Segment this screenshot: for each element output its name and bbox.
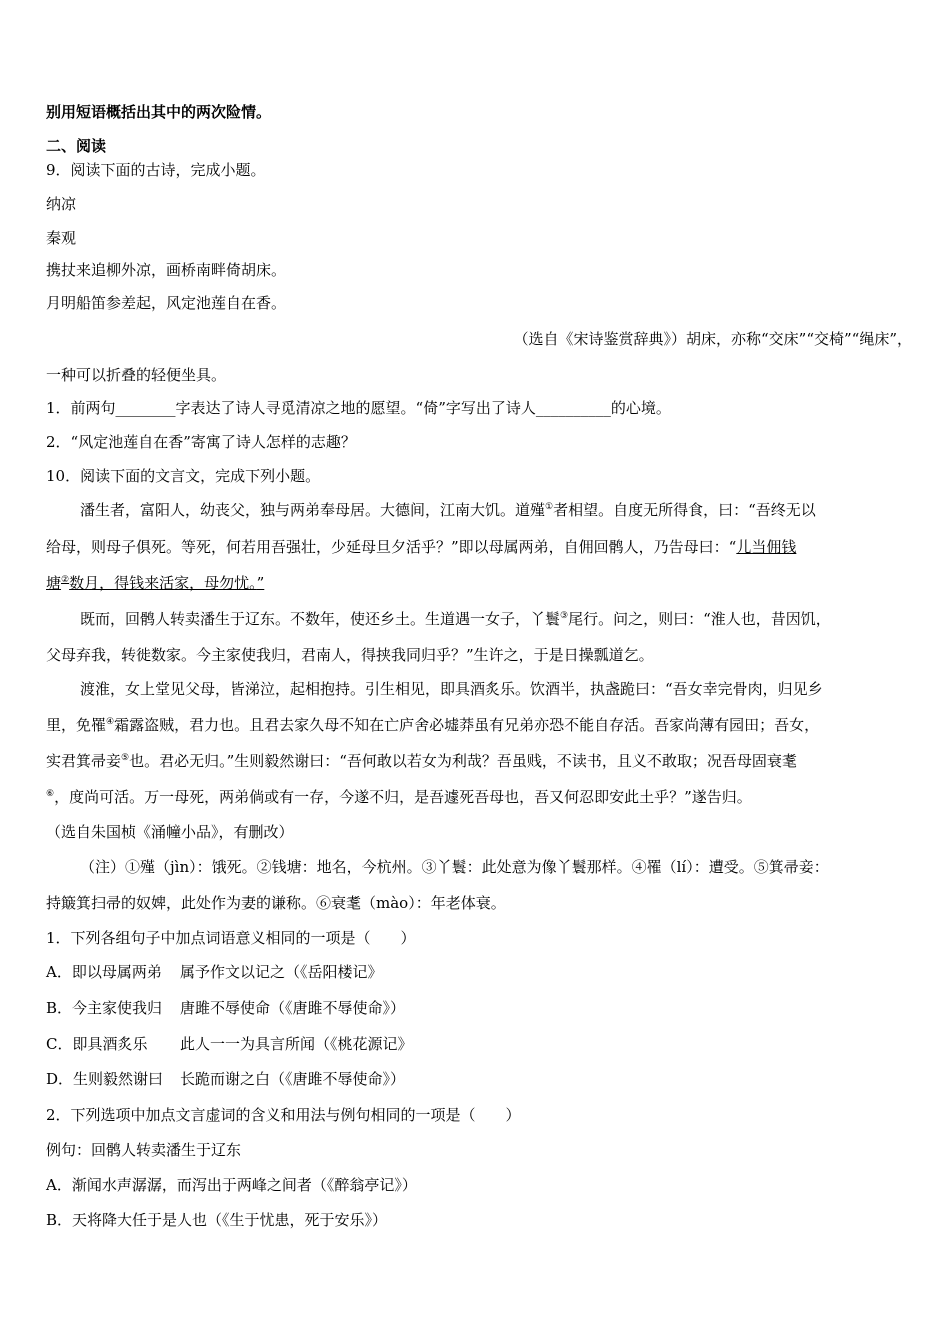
footnote-marker: ⑥ bbox=[46, 789, 55, 799]
section-heading: 二、阅读 bbox=[46, 137, 107, 155]
question-10-sub-2-stem: 2．下列选项中加点文言虚词的含义和用法与例句相同的一项是（ ） bbox=[46, 1106, 521, 1124]
passage-p3-line3 bbox=[46, 751, 797, 771]
question-10-sub-1-stem: 1．下列各组句子中加点词语意义相同的一项是（ ） bbox=[46, 929, 416, 947]
option-compare: 此人一一为具言所闻（《桃花源记》 bbox=[180, 1035, 413, 1053]
annotation-line-1: （注）①殣（jìn）：饿死。②钱塘：地名，今杭州。③丫鬟：此处意为像丫鬟那样。④罹（lí）：遭受。⑤箕帚妾： bbox=[80, 858, 829, 876]
passage-p3-line2 bbox=[46, 715, 819, 735]
passage-text: 也。君必无归。”生则毅然谢曰：“吾何敢以若女为利哉？吾虽贱，不读书，且义不敢取；况吾母固衰耄 bbox=[129, 752, 797, 770]
passage-text: 尾行。问之，则曰：“淮人也，昔因饥， bbox=[568, 610, 831, 628]
passage-text: 里，免罹 bbox=[46, 716, 107, 734]
question-10-stem: 10．阅读下面的文言文，完成下列小题。 bbox=[46, 467, 321, 485]
example-sentence: 例句：回鹘人转卖潘生于辽东 bbox=[46, 1141, 242, 1159]
question-9-sub-1: 1．前两句________字表达了诗人寻觅清凉之地的愿望。“倚”字写出了诗人__________的心境。 bbox=[46, 399, 671, 417]
passage-p1-line1 bbox=[80, 500, 816, 520]
poem-line-1: 携扙来追柳外凉，画桥南畔倚胡床。 bbox=[46, 261, 287, 279]
passage-text: 潘生者，富阳人，幼丧父，独与两弟奉母居。大德间，江南大饥。道殣 bbox=[80, 501, 546, 519]
poem-author: 秦观 bbox=[46, 229, 77, 247]
question-9-stem: 9．阅读下面的古诗，完成小题。 bbox=[46, 161, 266, 179]
underlined-sentence: 数月，得钱来活家，母勿忧。 bbox=[69, 574, 257, 592]
passage-source: （选自朱国桢《涌幢小品》，有删改） bbox=[46, 823, 294, 841]
option-compare: 长跪而谢之白（《唐雎不辱使命》） bbox=[180, 1070, 406, 1088]
passage-p1-line2 bbox=[46, 537, 796, 557]
passage-text: 者相望。自度无所得食，曰：“吾终无以 bbox=[553, 501, 816, 519]
passage-p3-line4 bbox=[46, 787, 752, 807]
footnote-marker: ② bbox=[61, 575, 70, 585]
underlined-sentence: 儿当佣钱 bbox=[736, 538, 797, 556]
poem-title: 纳凉 bbox=[46, 195, 77, 213]
option-label: D．生则毅然谢曰 bbox=[46, 1070, 164, 1088]
passage-text: 既而，回鹘人转卖潘生于辽东。不数年，使还乡土。生道遇一女子，丫鬟 bbox=[80, 610, 561, 628]
footnote-marker: ⑤ bbox=[121, 753, 130, 763]
passage-text: ” bbox=[256, 574, 265, 592]
underlined-sentence: 塘 bbox=[46, 574, 62, 592]
option-d bbox=[46, 1069, 405, 1089]
question-9-sub-2: 2．“风定池莲自在香”寄寓了诗人怎样的志趣？ bbox=[46, 433, 356, 451]
passage-p2-line1 bbox=[80, 609, 831, 629]
option-label: A．即以母属两弟 bbox=[46, 963, 162, 981]
footnote-marker: ④ bbox=[106, 717, 115, 727]
passage-p3-line1: 渡淮，女上堂见父母，皆涕泣，起相抱持。引生相见，即具酒炙乐。饮酒半，执盏跪曰：“吾女幸完骨肉，归见乡 bbox=[80, 680, 823, 698]
option-a bbox=[46, 962, 383, 982]
poem-source-note: （选自《宋诗鉴赏辞典》）胡床，亦称“交床”“交椅”“绳床”， bbox=[513, 330, 912, 348]
footnote-marker: ① bbox=[545, 502, 554, 512]
option-compare: 唐雎不辱使命（《唐雎不辱使命》） bbox=[180, 999, 406, 1017]
option-c bbox=[46, 1034, 413, 1054]
passage-text: ，度尚可活。万一母死，两弟倘或有一存，今遂不归，是吾遽死吾母也，吾又何忍即安此土乎？”遂告归。 bbox=[54, 788, 752, 806]
footnote-marker: ③ bbox=[560, 611, 569, 621]
intro-line: 别用短语概括出其中的两次险情。 bbox=[46, 103, 272, 121]
annotation-line-2: 持簸箕扫帚的奴婢，此处作为妻的谦称。⑥衰耄（mào）：年老体衰。 bbox=[46, 894, 506, 912]
passage-p1-line3 bbox=[46, 573, 264, 593]
poem-source-note-cont: 一种可以折叠的轻便坐具。 bbox=[46, 366, 227, 384]
passage-text: 霜露盗贼，君力也。且君去家久母不知在亡庐舍必墟莽虽有兄弟亦恐不能自存活。吾家尚薄有园田；吾女， bbox=[114, 716, 820, 734]
poem-line-2: 月明船笛参差起，风定池莲自在香。 bbox=[46, 294, 287, 312]
option-b bbox=[46, 998, 405, 1018]
passage-text: 实君箕帚妾 bbox=[46, 752, 122, 770]
passage-p2-line2: 父母弃我，转徙数家。今主家使我归，君南人，得挟我同归乎？”生许之，于是日操瓢道乞。 bbox=[46, 646, 654, 664]
option-label: C．即具酒炙乐 bbox=[46, 1035, 148, 1053]
passage-text: 给母，则母子俱死。等死，何若用吾强壮，少延母旦夕活乎？”即以母属两弟，自佣回鹘人，乃告母曰：“ bbox=[46, 538, 737, 556]
option-compare: 属予作文以记之（《岳阳楼记》 bbox=[180, 963, 383, 981]
option-label: B．今主家使我归 bbox=[46, 999, 163, 1017]
option-a: A．渐闻水声潺潺，而泻出于两峰之间者（《醉翁亭记》） bbox=[46, 1176, 417, 1194]
option-b: B．天将降大任于是人也（《生于忧患，死于安乐》） bbox=[46, 1211, 388, 1229]
